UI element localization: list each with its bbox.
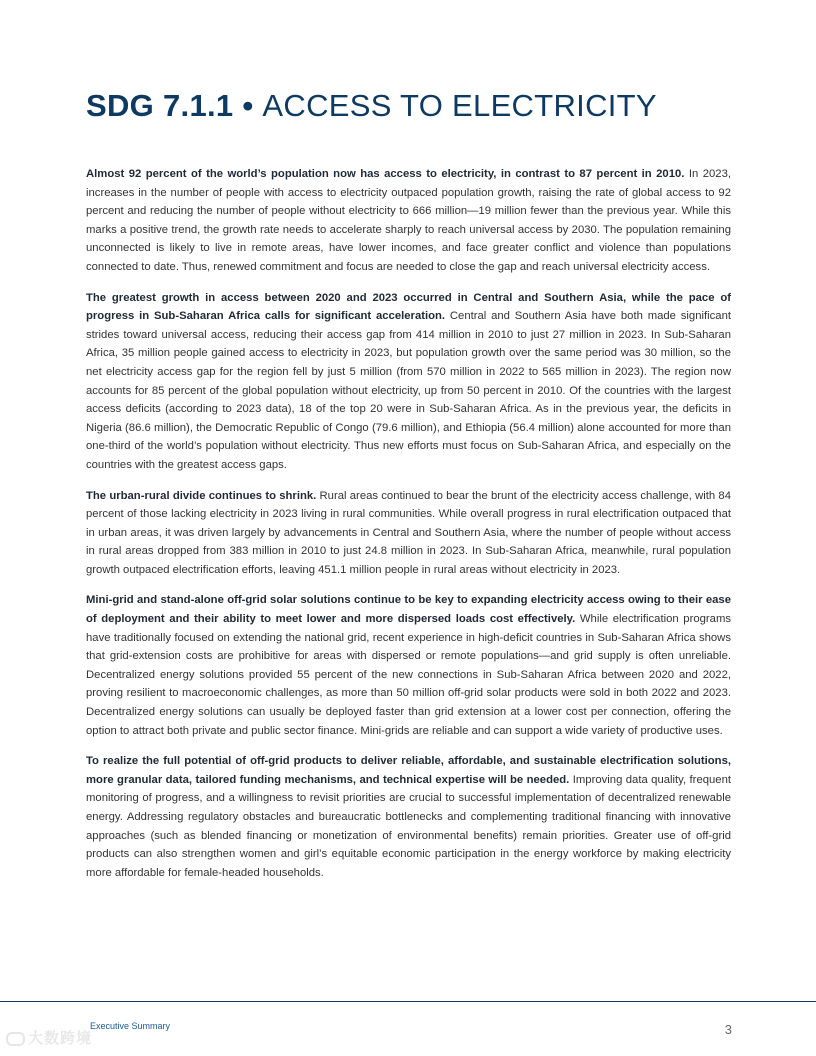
paragraph-lead: Almost 92 percent of the world’s population now has access to electricity, in contrast to 87 percent in 2010. <box>86 168 685 180</box>
paragraph-lead: Mini-grid and stand-alone off-grid solar solutions continue to be key to expanding electricity access owing to their ease of deployment and their ability to meet lower and more dispersed loads cost effectively. <box>86 594 731 626</box>
paragraph-full-potential <box>86 752 731 882</box>
paragraph-lead: The greatest growth in access between 2020 and 2023 occurred in Central and Southern Asia, while the pace of progress in Sub-Saharan Africa calls for significant acceleration. <box>86 291 731 323</box>
paragraph-body: Rural areas continued to bear the brunt of the electricity access challenge, with 84 percent of those lacking electricity in 2023 living in rural communities. While overall progress in rural electrification outpaced that in urban areas, it was driven largely by advancements in Central and Southern Asia, where the number of people without access in rural areas dropped from 383 million in 2010 to just 24.8 million in 2023. In Sub-Saharan Africa, meanwhile, rural population growth outpaced electrification efforts, leaving 451.1 million people in rural areas without electricity in 2023. <box>86 489 731 576</box>
title-code: SDG 7.1.1 <box>86 88 234 123</box>
paragraph-body: Central and Southern Asia have both made significant strides toward universal access, reducing their access gap from 414 million in 2010 to just 27 million in 2023. In Sub-Saharan Africa, 35 million people gained access to electricity in 2023, but population growth over the same period was 30 million, so the net electricity access gap for the region fell by just 5 million (from 570 million in 2022 to 565 million in 2023). The region now accounts for 85 percent of the global population without electricity, up from 50 percent in 2010. Of the countries with the largest access deficits (according to 2023 data), 18 of the top 20 were in Sub-Saharan Africa. As in the previous year, the deficits in Nigeria (86.6 million), the Democratic Republic of Congo (79.6 million), and Ethiopia (56.4 million) alone accounted for more than one-third of the world’s population without electricity. Thus new efforts must focus on Sub-Saharan Africa, and especially on the countries with the greatest access gaps. <box>86 310 731 471</box>
page-number: 3 <box>724 1022 732 1037</box>
paragraph-urban-rural <box>86 487 731 580</box>
watermark-logo-icon <box>6 1032 25 1046</box>
title-heading: ACCESS TO ELECTRICITY <box>262 88 657 123</box>
footer-section-label: Executive Summary <box>90 1021 171 1031</box>
paragraph-body: Improving data quality, frequent monitoring of progress, and a willingness to revisit priorities are crucial to successful implementation of decentralized renewable energy. Addressing regulatory obstacles and bureaucratic bottlenecks and complementing traditional financing with innovative approaches (such as blended financing or monetization of environmental benefits) remain priorities. Greater use of off-grid products can also strengthen women and girl’s equitable economic participation in the energy workforce by making electricity more affordable for female-headed households. <box>86 773 731 879</box>
paragraph-body: In 2023, increases in the number of people with access to electricity outpaced population growth, raising the rate of global access to 92 percent and reducing the number of people without electricity to 666 million—19 million fewer than the previous year. While this marks a positive trend, the growth rate needs to accelerate sharply to reach universal access by 2030. The population remaining unconnected is likely to live in remote areas, have lower incomes, and face greater conflict and violence than populations connected to date. Thus, renewed commitment and focus are needed to close the gap and reach universal electricity access. <box>86 168 731 273</box>
footer-divider <box>0 1001 816 1002</box>
paragraph-off-grid <box>86 591 731 740</box>
watermark <box>6 1027 92 1048</box>
paragraph-regional-growth <box>86 289 731 475</box>
paragraph-lead: To realize the full potential of off-grid products to deliver reliable, affordable, and sustainable electrification solutions, more granular data, tailored funding mechanisms, and technical expertise will be needed. <box>86 755 731 786</box>
paragraph-global-access <box>86 165 731 277</box>
body-text <box>86 165 731 894</box>
page-title <box>86 86 746 126</box>
watermark-text: 大数跨境 <box>28 1030 93 1047</box>
paragraph-lead: The urban-rural divide continues to shrink. <box>86 489 317 502</box>
paragraph-body: While electrification programs have traditionally focused on extending the national grid, recent experience in high-deficit countries in Sub-Saharan Africa shows that grid-extension costs are prohibitive for areas with dispersed or remote populations—and grid supply is often unreliable. Decentralized energy solutions provided 55 percent of the new connections in Sub-Saharan Africa between 2020 and 2022, proving resilient to macroeconomic challenges, as more than 50 million off-grid solar products were sold in both 2022 and 2023. Decentralized energy solutions can usually be deployed faster than grid extension at a lower cost per connection, offering the option to attract both private and public sector finance. Mini-grids are reliable and can support a wide variety of productive uses. <box>86 613 731 737</box>
title-separator: • <box>233 88 263 123</box>
